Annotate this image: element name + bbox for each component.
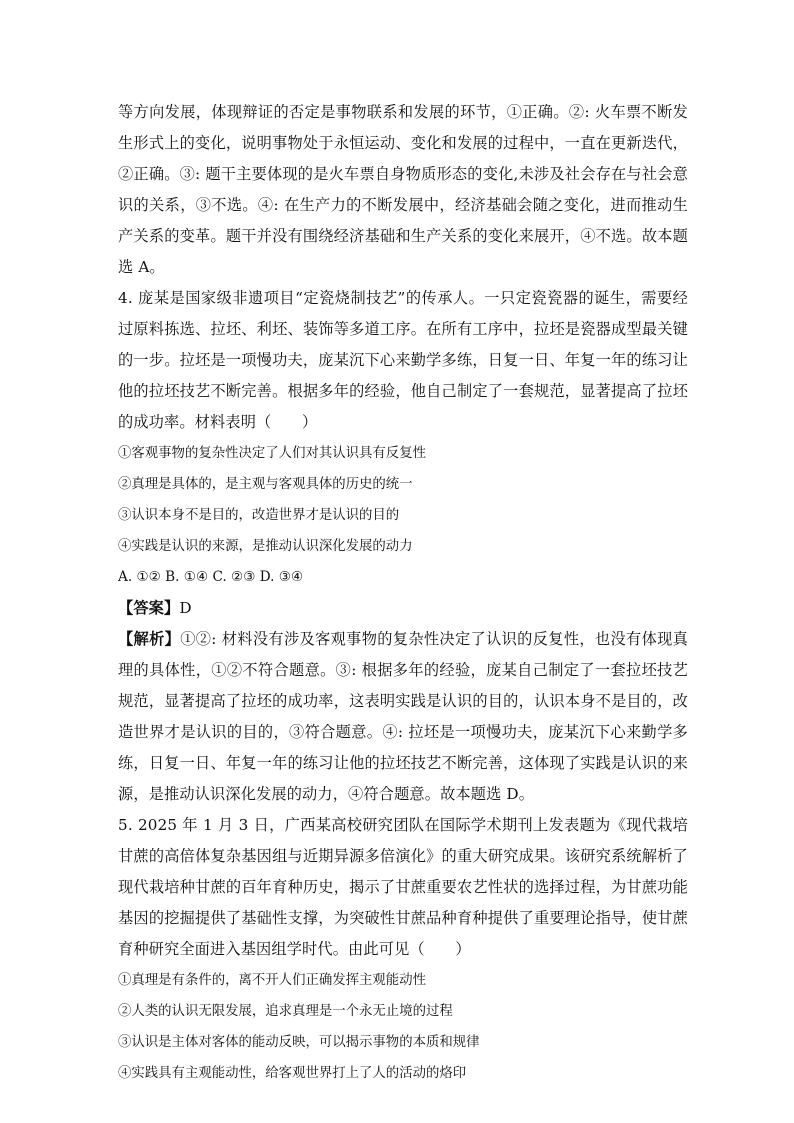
q4-choices: A. ①② B. ①④ C. ②③ D. ③④ xyxy=(118,569,304,585)
answer-label: 【答案】 xyxy=(118,599,180,617)
q4-stem: 4. 庞某是国家级非遗项目“定瓷烧制技艺”的传承人。一只定瓷瓷器的诞生，需要经过原料拣选、拉坯、利坯、装饰等多道工序。在所有工序中，拉坯是瓷器成型最关键的一步。拉坯是一项慢功夫，庞某沉下心来勤学多练，日复一日、年复一年的练习让他的拉坯技艺不断完善。根据多年的经验，他自己制定了一套规范，显著提高了拉坯的成功率。材料表明（ ） xyxy=(118,289,688,431)
document-page xyxy=(118,97,688,1089)
analysis-text: ①②: 材料没有涉及客观事物的复杂性决定了认识的反复性，也没有体现真理的具体性，①②不符合题意。③: 根据多年的经验，庞某自己制定了一套拉坯技艺规范，显著提高了拉坯的成功率，这表明实践是认识的目的，认识本身不是目的，改造世界才是认识的目的，③符合题意。④: 拉坯是一项慢功夫，庞某沉下心来勤学多练，日复一日、年复一年的练习让他的拉坯技艺不断完善，这体现了实践是认识的来源，是推动认识深化发展的动力，④符合题意。故本题选 D。 xyxy=(118,630,688,803)
q4-option-2: ②真理是具体的，是主观与客观具体的历史的统一 xyxy=(118,477,413,492)
analysis-label: 【解析】 xyxy=(118,630,181,648)
q5-option-3: ③认识是主体对客体的能动反映，可以揭示事物的本质和规律 xyxy=(118,1035,480,1050)
q5-option-4: ④实践具有主观能动性，给客观世界打上了人的活动的烙印 xyxy=(118,1066,467,1081)
q5-option-1: ①真理是有条件的，离不开人们正确发挥主观能动性 xyxy=(118,973,426,988)
q3-analysis-continuation: 等方向发展，体现辩证的否定是事物联系和发展的环节，①正确。②: 火车票不断发生形式上的变化，说明事物处于永恒运动、变化和发展的过程中，一直在更新迭代，②正确。③: 题干主要体现的是火车票自身物质形态的变化,未涉及社会存在与社会意识的关系，③不选。④: 在生产力的不断发展中，经济基础会随之变化，进而推动生产关系的变革。题干并没有围绕经济基础和生产关系的变化来展开，④不选。故本题选 A。 xyxy=(118,103,688,276)
answer-value: D xyxy=(179,599,192,617)
q4-option-1: ①客观事物的复杂性决定了人们对其认识具有反复性 xyxy=(118,446,426,461)
q4-option-4: ④实践是认识的来源，是推动认识深化发展的动力 xyxy=(118,539,413,554)
q4-answer xyxy=(118,593,688,624)
q5-option-2: ②人类的认识无限发展，追求真理是一个永无止境的过程 xyxy=(118,1004,453,1019)
q4-option-3: ③认识本身不是目的，改造世界才是认识的目的 xyxy=(118,508,400,523)
q4-analysis xyxy=(118,624,688,810)
q5-stem: 5. 2025 年 1 月 3 日，广西某高校研究团队在国际学术期刊上发表题为《现代栽培甘蔗的高倍体复杂基因组与近期异源多倍演化》的重大研究成果。该研究系统解析了现代栽培种甘蔗的百年育种历史，揭示了甘蔗重要农艺性状的选择过程，为甘蔗功能基因的挖掘提供了基础性支撑，为突破性甘蔗品种育种提供了重要理论指导，使甘蔗育种研究全面进入基因组学时代。由此可见（ ） xyxy=(118,816,688,958)
